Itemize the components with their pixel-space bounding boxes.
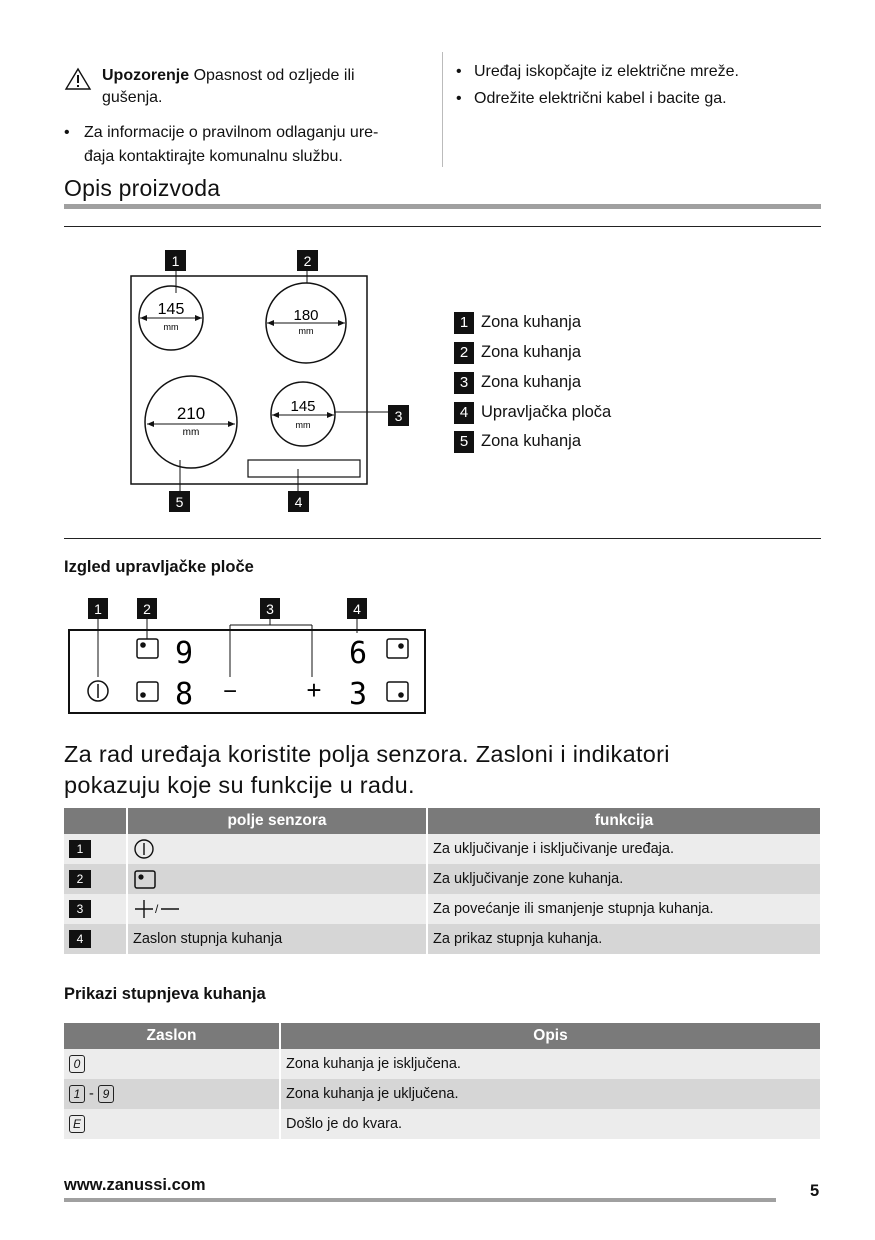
hob-diagram [120, 245, 420, 520]
zone-key-top-left-icon [137, 639, 158, 658]
legend-item-3: 3 Zona kuhanja [454, 370, 581, 394]
panel-label-1: 1 [94, 601, 102, 617]
diagram-top-rule [64, 226, 821, 227]
display-bottom-left: 8 [174, 677, 194, 712]
disposal-line-2: đaja kontaktirajte komunalnu službu. [84, 148, 343, 165]
intro-line-2: pokazuju koje su funkcije u radu. [64, 772, 415, 798]
display-header-screen: Zaslon [64, 1023, 279, 1049]
zone-1-unit: mm [163, 322, 179, 332]
legend-item-2: 2 Zona kuhanja [454, 340, 581, 364]
table-row: 0 Zona kuhanja je isključena. [64, 1049, 820, 1079]
zone-5-unit: mm [182, 427, 200, 438]
display-nine-icon: 9 [98, 1085, 114, 1103]
legend-item-5: 5 Zona kuhanja [454, 429, 581, 453]
control-panel-rect [248, 460, 360, 477]
display-top-left: 9 [174, 636, 194, 671]
zone-3-unit: mm [295, 420, 311, 430]
warning-body: Opasnost od ozljede ili [193, 67, 355, 84]
display-table [64, 1023, 820, 1139]
disposal-line-1: Za informacije o pravilnom odlaganju ure- [84, 124, 379, 141]
power-icon [88, 681, 108, 701]
minus-key: − [222, 678, 238, 705]
cut-cable-text: Odrežite električni kabel i bacite ga. [474, 90, 727, 107]
diagram-bottom-rule [64, 538, 821, 539]
zone-key-top-right-icon [387, 639, 408, 658]
zone-5-size: 210 [176, 404, 206, 423]
power-icon [133, 838, 155, 860]
sensor-header-function: funkcija [426, 808, 820, 834]
display-one-icon: 1 [69, 1085, 85, 1103]
zone-2-num: 2 [303, 253, 312, 269]
table-row: 2 Za uključivanje zone kuhanja. [64, 864, 820, 894]
footer-rule [64, 1198, 776, 1202]
table-row: 3 / Za povećanje ili smanjenje stupnja kuhanja. [64, 894, 820, 924]
zone-key-bottom-right-icon [387, 682, 408, 701]
sensor-header-field: polje senzora [126, 808, 426, 834]
sensor-table [64, 808, 820, 954]
cut-cable-bullet: • Odrežite električni kabel i bacite ga. [456, 87, 856, 111]
unplug-bullet: • Uređaj iskopčajte iz električne mreže. [456, 60, 856, 84]
legend-item-4: 4 Upravljačka ploča [454, 400, 611, 424]
display-zero-icon: 0 [69, 1055, 85, 1073]
table-row: 1 Za uključivanje i isključivanje uređaja. [64, 834, 820, 864]
page-number: 5 [810, 1182, 820, 1200]
website-link[interactable]: www.zanussi.com [64, 1176, 206, 1194]
panel-num: 4 [294, 494, 303, 510]
legend-item-1: 1 Zona kuhanja [454, 310, 581, 334]
zone-key-bottom-left-icon [137, 682, 158, 701]
zone-3-num: 3 [394, 408, 403, 424]
panel-label-4: 4 [353, 601, 361, 617]
zone-1-num: 1 [171, 253, 180, 269]
panel-label-2: 2 [143, 601, 151, 617]
zone-key-icon [133, 868, 157, 890]
warning-text [102, 65, 422, 109]
warning-title: Upozorenje [102, 67, 190, 84]
warning-body-2: gušenja. [102, 89, 163, 106]
zone-2-unit: mm [298, 326, 314, 336]
table-row: 4 Zaslon stupnja kuhanja Za prikaz stupnja kuhanja. [64, 924, 820, 954]
zone-1-size: 145 [157, 301, 185, 318]
column-divider [442, 52, 443, 167]
zone-2-size: 180 [293, 307, 319, 324]
panel-label-3: 3 [266, 601, 274, 617]
zone-5-num: 5 [175, 494, 184, 510]
zone-3-size: 145 [290, 398, 316, 415]
panel-heading: Izgled upravljačke ploče [64, 558, 254, 576]
section-title: Opis proizvoda [64, 175, 221, 201]
table-row: 1 - 9 Zona kuhanja je uključena. [64, 1079, 820, 1109]
disposal-bullet: • Za informacije o pravilnom odlaganju ure- đaja kontaktirajte komunalnu službu. [64, 124, 379, 165]
plus-icon [133, 898, 155, 920]
display-error-icon: E [69, 1115, 85, 1133]
display-top-right: 6 [348, 636, 368, 671]
intro-line-1: Za rad uređaja koristite polja senzora. Zasloni i indikatori [64, 741, 670, 767]
section-rule [64, 204, 821, 209]
display-bottom-right: 3 [348, 677, 368, 712]
unplug-text: Uređaj iskopčajte iz električne mreže. [474, 63, 739, 80]
table-row: E Došlo je do kvara. [64, 1109, 820, 1139]
plus-key: + [306, 675, 322, 705]
panel-diagram [60, 595, 435, 720]
display-header-desc: Opis [279, 1023, 820, 1049]
minus-icon [158, 898, 180, 920]
display-heading: Prikazi stupnjeva kuhanja [64, 985, 266, 1003]
intro-heading [64, 739, 844, 801]
panel-frame [69, 630, 425, 713]
warning-icon [64, 67, 92, 91]
